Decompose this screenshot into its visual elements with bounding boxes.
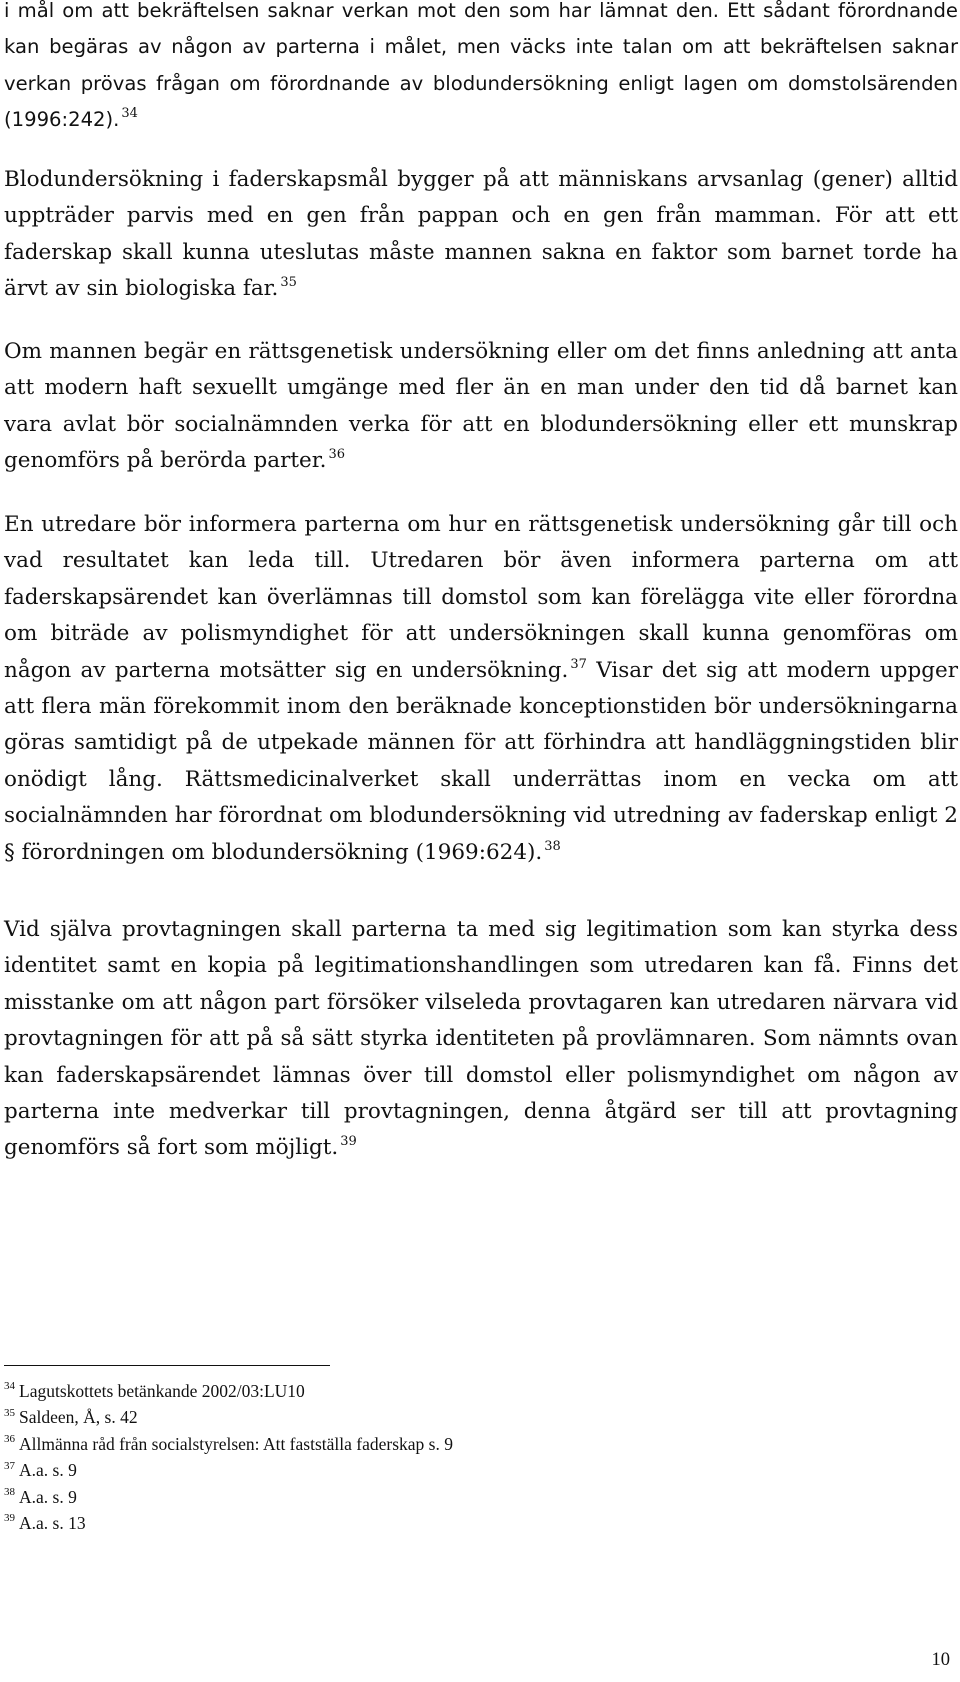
footnote-item [4, 1510, 904, 1536]
paragraph-text-part-b: Visar det sig att modern uppger att flera män förekommit inom den beräknade konceptionstiden bör undersökningarna göras samtidigt på de utpekade männen för att förhindra att handläggningstiden blir onödigt lång. Rättsmedicinalverket skall underrättas inom en vecka om att socialnämnden har förordnat om blodundersökning vid utredning av faderskap enligt 2 § förordningen om blodundersökning (1969:624). [4, 657, 958, 865]
footnote-ref-36[interactable]: 36 [328, 447, 346, 463]
paragraph-text: Blodundersökning i faderskapsmål bygger på att människans arvsanlag (gener) alltid uppträder parvis med en gen från pappan och en gen från mamman. För att ett faderskap skall kunna uteslutas måste mannen sakna en faktor som barnet torde ha ärvt av sin biologiska far. [4, 167, 958, 302]
intro-paragraph [4, 0, 958, 139]
footnote-number: 36 [4, 1433, 15, 1446]
footnote-number: 37 [4, 1459, 15, 1472]
footnote-list [4, 1378, 904, 1536]
paragraph-sampling [4, 912, 958, 1167]
footnote-item [4, 1484, 904, 1510]
paragraph-text: Vid själva provtagningen skall parterna ta med sig legitimation som kan styrka dess identitet samt en kopia på legitimationshandlingen som utredaren kan få. Finns det misstanke om att någon part försöker vilseleda provtagaren kan utredaren närvara vid provtagningen för att på så sätt styrka identiteten på provlämnaren. Som nämnts ovan kan faderskapsärendet lämnas över till domstol eller polismyndighet om någon av parterna inte medverkar till provtagningen, denna åtgärd ser till att provtagning genomförs så fort som möjligt. [4, 917, 958, 1161]
footnote-item [4, 1457, 904, 1483]
paragraph-text-part-a: En utredare bör informera parterna om hur en rättsgenetisk undersökning går till och vad resultatet kan leda till. Utredaren bör även informera parterna om att faderskapsärendet kan överlämnas till domstol som kan förelägga vite eller förordna om biträde av polismyndighet för att undersökningen skall kunna genomföras om någon av parterna motsätter sig en undersökning. [4, 512, 958, 683]
footnote-text: A.a. s. 9 [19, 1460, 77, 1481]
footnote-text: Saldeen, Å, s. 42 [19, 1407, 138, 1428]
page-number: 10 [931, 1650, 950, 1670]
footnote-item [4, 1404, 904, 1430]
footnote-ref-38[interactable]: 38 [544, 838, 561, 854]
footnote-separator [4, 1365, 330, 1366]
footnote-ref-37[interactable]: 37 [570, 656, 587, 672]
intro-text: i mål om att bekräftelsen saknar verkan mot den som har lämnat den. Ett sådant förordnande kan begäras av någon av parterna i målet, men väcks inte talan om att bekräftelsen saknar verkan prövas frågan om förordnande av blodundersökning enligt lagen om domstolsärenden (1996:242). [4, 0, 958, 132]
footnote-number: 35 [4, 1406, 15, 1419]
footnote-ref-34[interactable]: 34 [121, 106, 138, 122]
footnote-item [4, 1431, 904, 1457]
footnote-ref-35[interactable]: 35 [280, 275, 297, 291]
footnote-number: 38 [4, 1485, 15, 1498]
footnote-number: 34 [4, 1380, 15, 1393]
footnote-text: A.a. s. 9 [19, 1486, 77, 1507]
footnote-text: A.a. s. 13 [19, 1513, 86, 1534]
footnote-ref-39[interactable]: 39 [340, 1134, 357, 1150]
footnote-number: 39 [4, 1512, 15, 1525]
footnote-text: Lagutskottets betänkande 2002/03:LU10 [19, 1381, 305, 1401]
footnote-text: Allmänna råd från socialstyrelsen: Att fastställa faderskap s. 9 [19, 1433, 453, 1454]
paragraph-blood-test-basis [4, 162, 958, 308]
paragraph-genetic-examination [4, 334, 958, 480]
paragraph-text: Om mannen begär en rättsgenetisk undersökning eller om det finns anledning att anta att modern haft sexuellt umgänge med fler än en man under den tid då barnet kan vara avlat bör socialnämnden verka för att en blodundersökning eller ett munskrap genomförs på berörda parter. [4, 339, 958, 474]
paragraph-investigator-information [4, 507, 958, 871]
footnote-item [4, 1378, 904, 1404]
